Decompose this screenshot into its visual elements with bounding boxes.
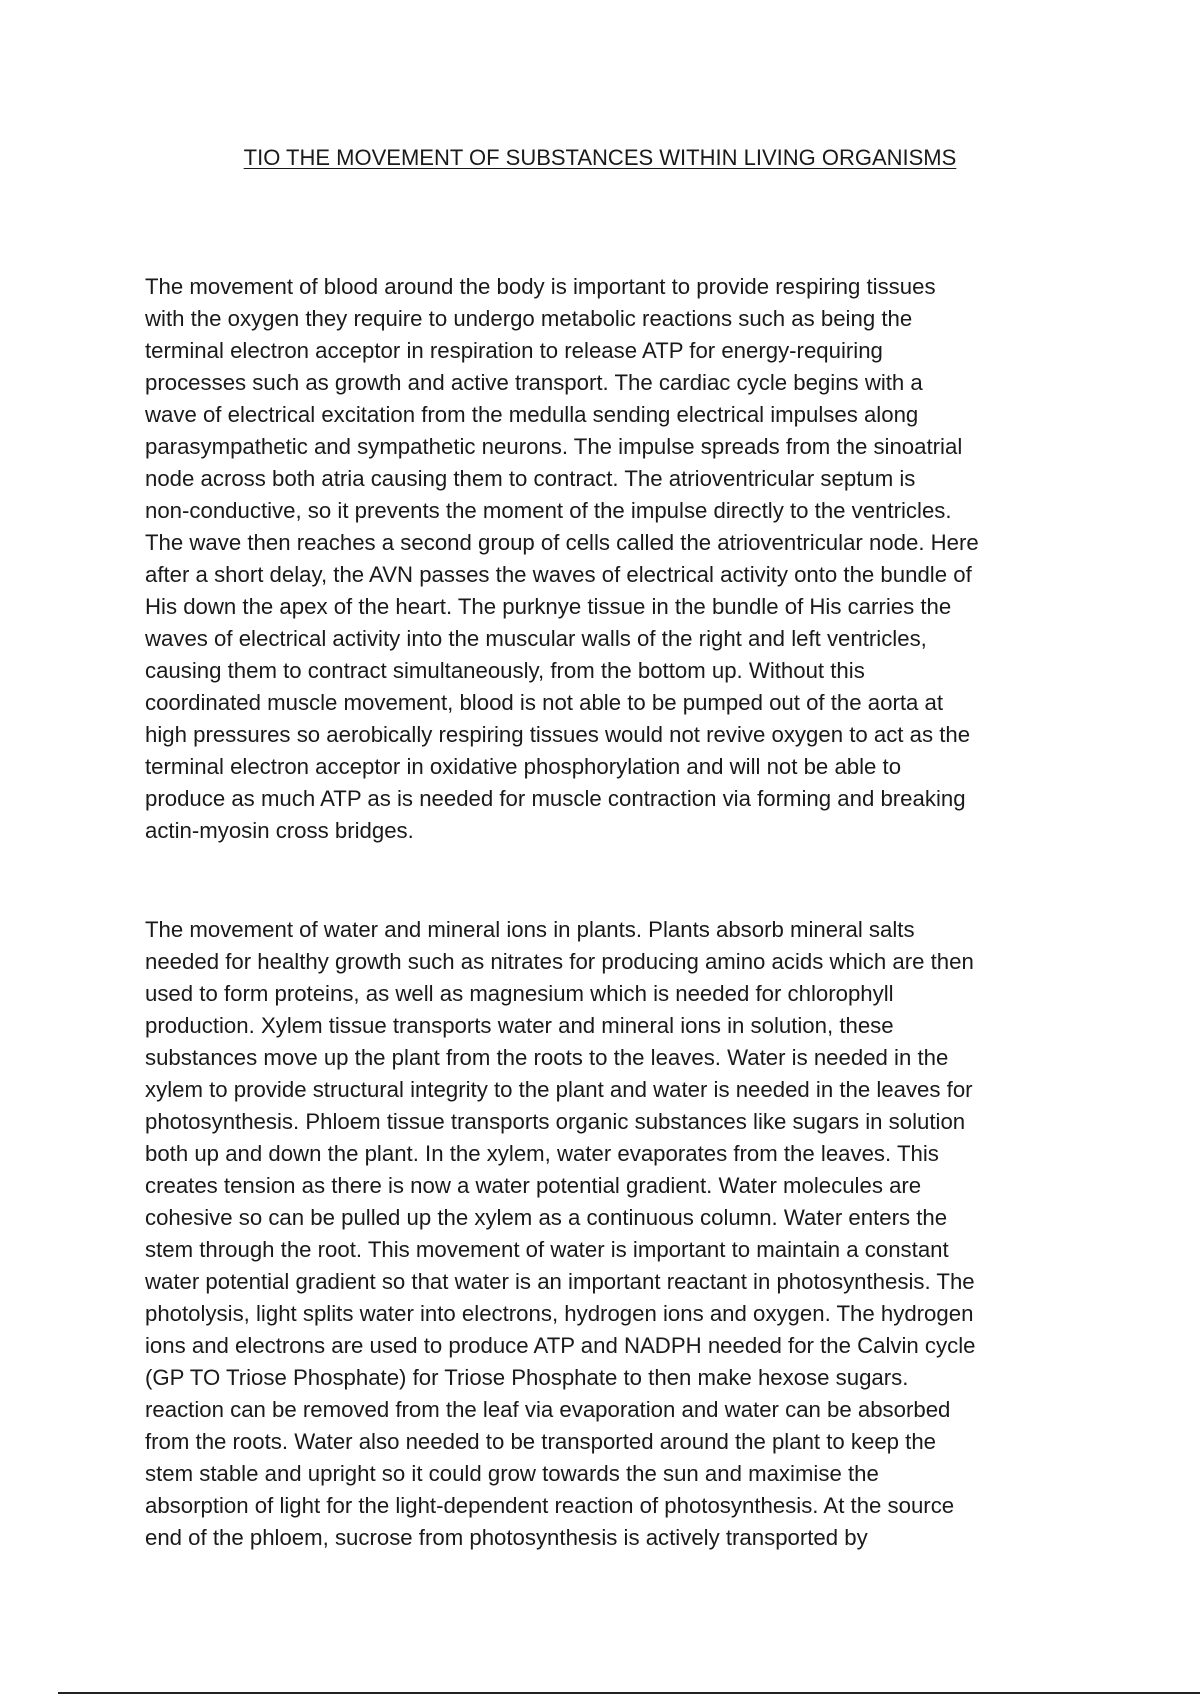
paragraph-line: The movement of blood around the body is important to provide respiring tissues	[145, 274, 936, 299]
paragraph-line: parasympathetic and sympathetic neurons. The impulse spreads from the sinoatrial	[145, 434, 963, 459]
paragraph-line: coordinated muscle movement, blood is not able to be pumped out of the aorta at	[145, 690, 944, 715]
paragraph-line: non-conductive, so it prevents the moment of the impulse directly to the ventricles.	[145, 498, 952, 523]
paragraph-line: creates tension as there is now a water potential gradient. Water molecules are	[145, 1173, 922, 1198]
page-title: TIO THE MOVEMENT OF SUBSTANCES WITHIN LIVING ORGANISMS	[243, 145, 957, 170]
paragraph-line: reaction can be removed from the leaf via evaporation and water can be absorbed	[145, 1397, 951, 1422]
paragraph-line: terminal electron acceptor in respiration to release ATP for energy-requiring	[145, 338, 883, 363]
paragraph-line: causing them to contract simultaneously, from the bottom up. Without this	[145, 658, 865, 683]
paragraph-line: The wave then reaches a second group of cells called the atrioventricular node. Here	[145, 530, 979, 555]
paragraph-line: photolysis, light splits water into electrons, hydrogen ions and oxygen. The hydrogen	[145, 1301, 974, 1326]
paragraph-line: His down the apex of the heart. The purknye tissue in the bundle of His carries the	[145, 594, 952, 619]
paragraph-line: (GP TO Triose Phosphate) for Triose Phosphate to then make hexose sugars.	[145, 1365, 909, 1390]
paragraph-line: node across both atria causing them to contract. The atrioventricular septum is	[145, 466, 916, 491]
paragraph-line: photosynthesis. Phloem tissue transports organic substances like sugars in solution	[145, 1109, 966, 1134]
paragraph-line: cohesive so can be pulled up the xylem as a continuous column. Water enters the	[145, 1205, 948, 1230]
paragraph-line: produce as much ATP as is needed for muscle contraction via forming and breaking	[145, 786, 966, 811]
paragraph-line: absorption of light for the light-dependent reaction of photosynthesis. At the source	[145, 1493, 955, 1518]
paragraph-plant-transport	[145, 914, 1070, 1554]
paragraph-line: The movement of water and mineral ions in plants. Plants absorb mineral salts	[145, 917, 915, 942]
paragraph-line: waves of electrical activity into the muscular walls of the right and left ventricles,	[145, 626, 927, 651]
paragraph-line: both up and down the plant. In the xylem, water evaporates from the leaves. This	[145, 1141, 939, 1166]
paragraph-line: wave of electrical excitation from the medulla sending electrical impulses along	[145, 402, 919, 427]
paragraph-line: xylem to provide structural integrity to the plant and water is needed in the leaves for	[145, 1077, 973, 1102]
paragraph-line: stem through the root. This movement of water is important to maintain a constant	[145, 1237, 949, 1262]
paragraph-line: after a short delay, the AVN passes the waves of electrical activity onto the bundle of	[145, 562, 972, 587]
page-bottom-divider	[58, 1692, 1200, 1694]
paragraph-line: terminal electron acceptor in oxidative phosphorylation and will not be able to	[145, 754, 902, 779]
paragraph-line: with the oxygen they require to undergo metabolic reactions such as being the	[145, 306, 913, 331]
paragraph-line: substances move up the plant from the roots to the leaves. Water is needed in the	[145, 1045, 949, 1070]
paragraph-line: needed for healthy growth such as nitrates for producing amino acids which are then	[145, 949, 974, 974]
paragraph-line: from the roots. Water also needed to be transported around the plant to keep the	[145, 1429, 937, 1454]
paragraph-line: ions and electrons are used to produce ATP and NADPH needed for the Calvin cycle	[145, 1333, 976, 1358]
paragraph-line: processes such as growth and active transport. The cardiac cycle begins with a	[145, 370, 923, 395]
paragraph-line: high pressures so aerobically respiring tissues would not revive oxygen to act as the	[145, 722, 971, 747]
paragraph-line: stem stable and upright so it could grow towards the sun and maximise the	[145, 1461, 879, 1486]
paragraph-blood-movement	[145, 271, 1070, 847]
paragraph-line: production. Xylem tissue transports water and mineral ions in solution, these	[145, 1013, 894, 1038]
paragraph-line: actin-myosin cross bridges.	[145, 818, 414, 843]
paragraph-line: water potential gradient so that water is an important reactant in photosynthesis. The	[145, 1269, 975, 1294]
paragraph-line: used to form proteins, as well as magnesium which is needed for chlorophyll	[145, 981, 894, 1006]
paragraph-line: end of the phloem, sucrose from photosynthesis is actively transported by	[145, 1525, 868, 1550]
